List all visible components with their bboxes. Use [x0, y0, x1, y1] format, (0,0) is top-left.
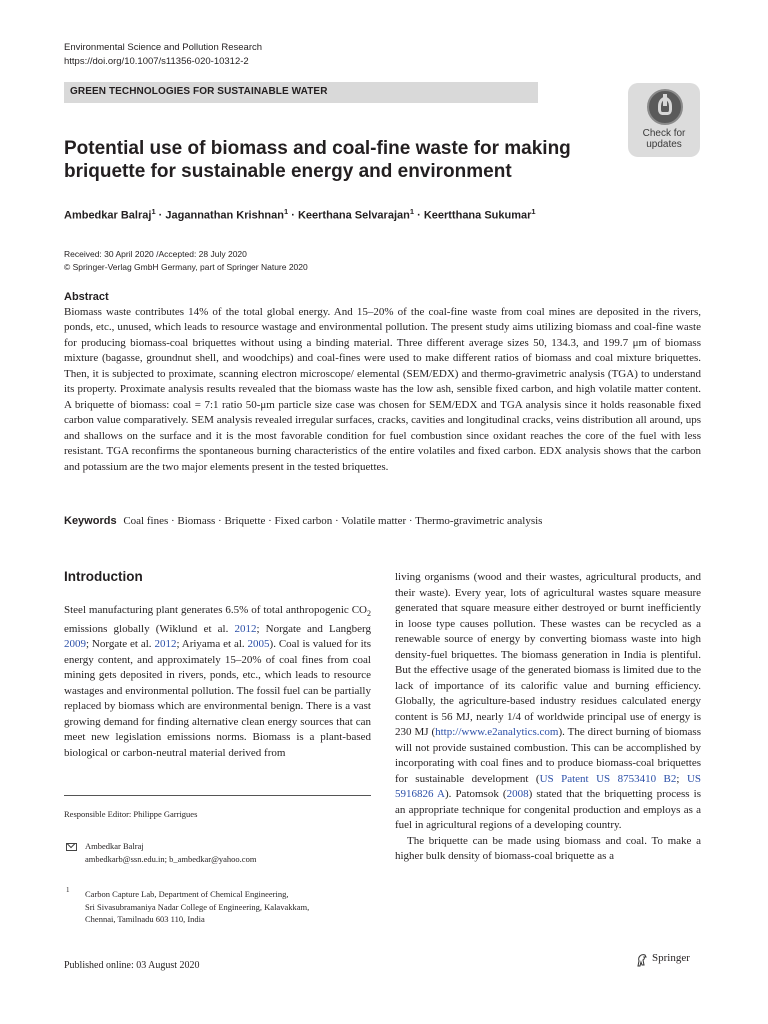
publisher-logo-text: Springer: [652, 952, 690, 964]
author-affil-sup: 1: [531, 207, 536, 216]
citation-link[interactable]: 2012: [154, 638, 177, 651]
citation-link[interactable]: 2009: [64, 638, 86, 651]
author-name[interactable]: Ambedkar Balraj: [64, 209, 152, 222]
affiliation-number: 1: [66, 886, 70, 894]
badge-line2: updates: [646, 138, 682, 150]
affiliation-line: Sri Sivasubramaniya Nadar College of Engineering, Kalavakkam,: [85, 901, 310, 912]
copyright-line: © Springer-Verlag GmbH Germany, part of Springer Nature 2020: [64, 261, 308, 272]
section-banner: [64, 82, 538, 103]
intro-paragraph-2: living organisms (wood and their wastes, agricultural products, and their waste). Every year, lots of agricultural wastes square measure generated that square measure either destroyed or burnt inefficiently in loose type causes pollution. These wastes can be recycled as a renewable source of energy by converting biomass waste into high density-fuel briquettes. The biomass generation in India is plentiful. But the effective usage of the generated biomass is limited due to the lack of importance of its calorific value and burning efficiency. Globally, the agriculture-based industry residues calculated energy content is 56 MJ, nearly 1/4 of worldwide principal use of energy is 230 MJ (http://www.e2analytics.com). The direct burning of biomass will not provide sustained combustion. This can be accomplished by incorporating with coal fines and to produce biomass-coal briquettes for sustainable development (US Patent US 8753410 B2; US 5916826 A). Patomsok (2008) stated that the briquetting process is an appropriate technique for congenital production and employs as a fuel in agricultural regions of a developing country.: [395, 571, 701, 831]
article-dates: [64, 248, 308, 273]
author-separator: ·: [417, 209, 421, 222]
springer-horse-icon: [636, 953, 648, 967]
citation-link[interactable]: 2008: [506, 788, 529, 800]
journal-header: [64, 41, 262, 68]
badge-text: [628, 129, 700, 150]
corresponding-name: Ambedkar Balraj: [85, 841, 144, 851]
corresponding-author: [85, 840, 256, 865]
affiliation-line: Carbon Capture Lab, Department of Chemical Engineering,: [85, 889, 289, 899]
journal-doi[interactable]: https://doi.org/10.1007/s11356-020-10312-2: [64, 55, 249, 67]
keywords-list: Coal fines · Biomass · Briquette · Fixed carbon · Volatile matter · Thermo-gravimetric analysis: [123, 515, 543, 527]
author-separator: ·: [291, 209, 295, 222]
external-link[interactable]: http://www.e2analytics.com: [435, 726, 559, 738]
affiliation: [85, 888, 309, 926]
journal-name: Environmental Science and Pollution Research: [64, 42, 263, 53]
responsible-editor: Responsible Editor: Philippe Garrigues: [64, 809, 198, 819]
body-column-left: [64, 603, 371, 761]
footnote-divider: [64, 795, 371, 796]
check-for-updates-badge[interactable]: [628, 83, 700, 157]
author-affil-sup: 1: [283, 207, 289, 216]
affiliation-line: Chennai, Tamilnadu 603 110, India: [85, 914, 205, 924]
citation-link[interactable]: 2005: [247, 638, 270, 651]
author-name[interactable]: Jagannathan Krishnan: [165, 209, 284, 222]
received-accepted: Received: 30 April 2020 /Accepted: 28 July 2020: [64, 249, 247, 259]
author-name[interactable]: Keerthana Selvarajan: [297, 209, 410, 222]
crossmark-icon: [647, 89, 683, 125]
introduction-heading: Introduction: [64, 569, 143, 584]
abstract-heading: Abstract: [64, 291, 109, 303]
author-separator: ·: [158, 209, 163, 222]
keywords: [64, 515, 542, 527]
published-online: Published online: 03 August 2020: [64, 960, 200, 971]
article-title: Potential use of biomass and coal-fine waste for making briquette for sustainable energy and environment: [64, 138, 571, 182]
citation-link[interactable]: 2012: [234, 622, 257, 635]
patent-link[interactable]: US Patent US 8753410 B2: [539, 772, 677, 785]
body-column-right: [395, 570, 701, 865]
abstract-text: Biomass waste contributes 14% of the total global energy. And 15–20% of the coal-fine waste from coal mines are deposited in the rivers, ponds, etc., unused, which leads to resource wastage and environmental pollution. The present study aims utilizing biomass and coal-fine waste for producing biomass-coal briquettes without using a binding material. Three different average sizes 50, 134.3, and 199.7 μm of biomass mixture (bagasse, groundnut shell, and woodchips) and coal-fines were used to make different ratios of biomass and coal mixture briquettes. Then, it is subjected to proximate, scanning electron microscope/ elemental (SEM/EDX) and thermo-gravimetric analysis (TGA) to understand its property. Proximate analysis results revealed that the biomass waste has the low ash, sensible fixed carbon, and high volatile matter content. A briquette of biomass: coal = 7:1 ratio 50-μm particle size case was chosen for SEM/EDX and TGA analysis since it holds reasonable fixed carbon value comparatively. SEM analysis revealed irregular surfaces, cracks, cavities and longitudinal cracks, veins distribution all around, ups and shallows on the surface and it is the most favorable condition for fuel combustion since oxidant reaches the core of the fuel with less resistant. TGA reconfirms the spontaneous burning characteristics of the entire volatiles and fixed carbon. EDX analysis shows that the carbon and potassium are the two major elements present in the tested briquettes.: [64, 306, 701, 473]
patent-link[interactable]: US 5916826 A: [395, 772, 701, 800]
envelope-icon: [66, 843, 77, 851]
author-affil-sup: 1: [409, 207, 415, 216]
intro-paragraph-1: Steel manufacturing plant generates 6.5% of total anthropogenic $CO_2$ emissions globally (Wiklund et al. 2012; Norgate and Langberg 2009; Norgate et al. 2012; Ariyama et al. 2005). Coal is valued for its energy content, and approximately 15–20% of coal fines from coal mining gets deposited in rivers, ponds, etc., which leads to resource wastages and environmental pollution. The fossil fuel can be partially replaced by biomass which are environmental benign. There is a vast growing demand for finding alternative clean energy sources that can meet new legislation emissions norms. Biomass is a plant-based biological or carbon-neutral material derived from: [64, 604, 371, 759]
intro-paragraph-3: The briquette can be made using biomass and coal. To make a higher bulk density of biomass-coal briquette as a: [395, 834, 701, 862]
corresponding-email[interactable]: ambedkarb@ssn.edu.in; b_ambedkar@yahoo.com: [85, 853, 257, 864]
author-name[interactable]: Keertthana Sukumar: [423, 209, 532, 222]
section-banner-label: GREEN TECHNOLOGIES FOR SUSTAINABLE WATER: [70, 85, 328, 97]
keywords-label: Keywords: [64, 515, 117, 527]
author-affil-sup: 1: [151, 207, 156, 216]
author-list: [64, 207, 536, 222]
badge-line1: Check for: [642, 128, 686, 139]
